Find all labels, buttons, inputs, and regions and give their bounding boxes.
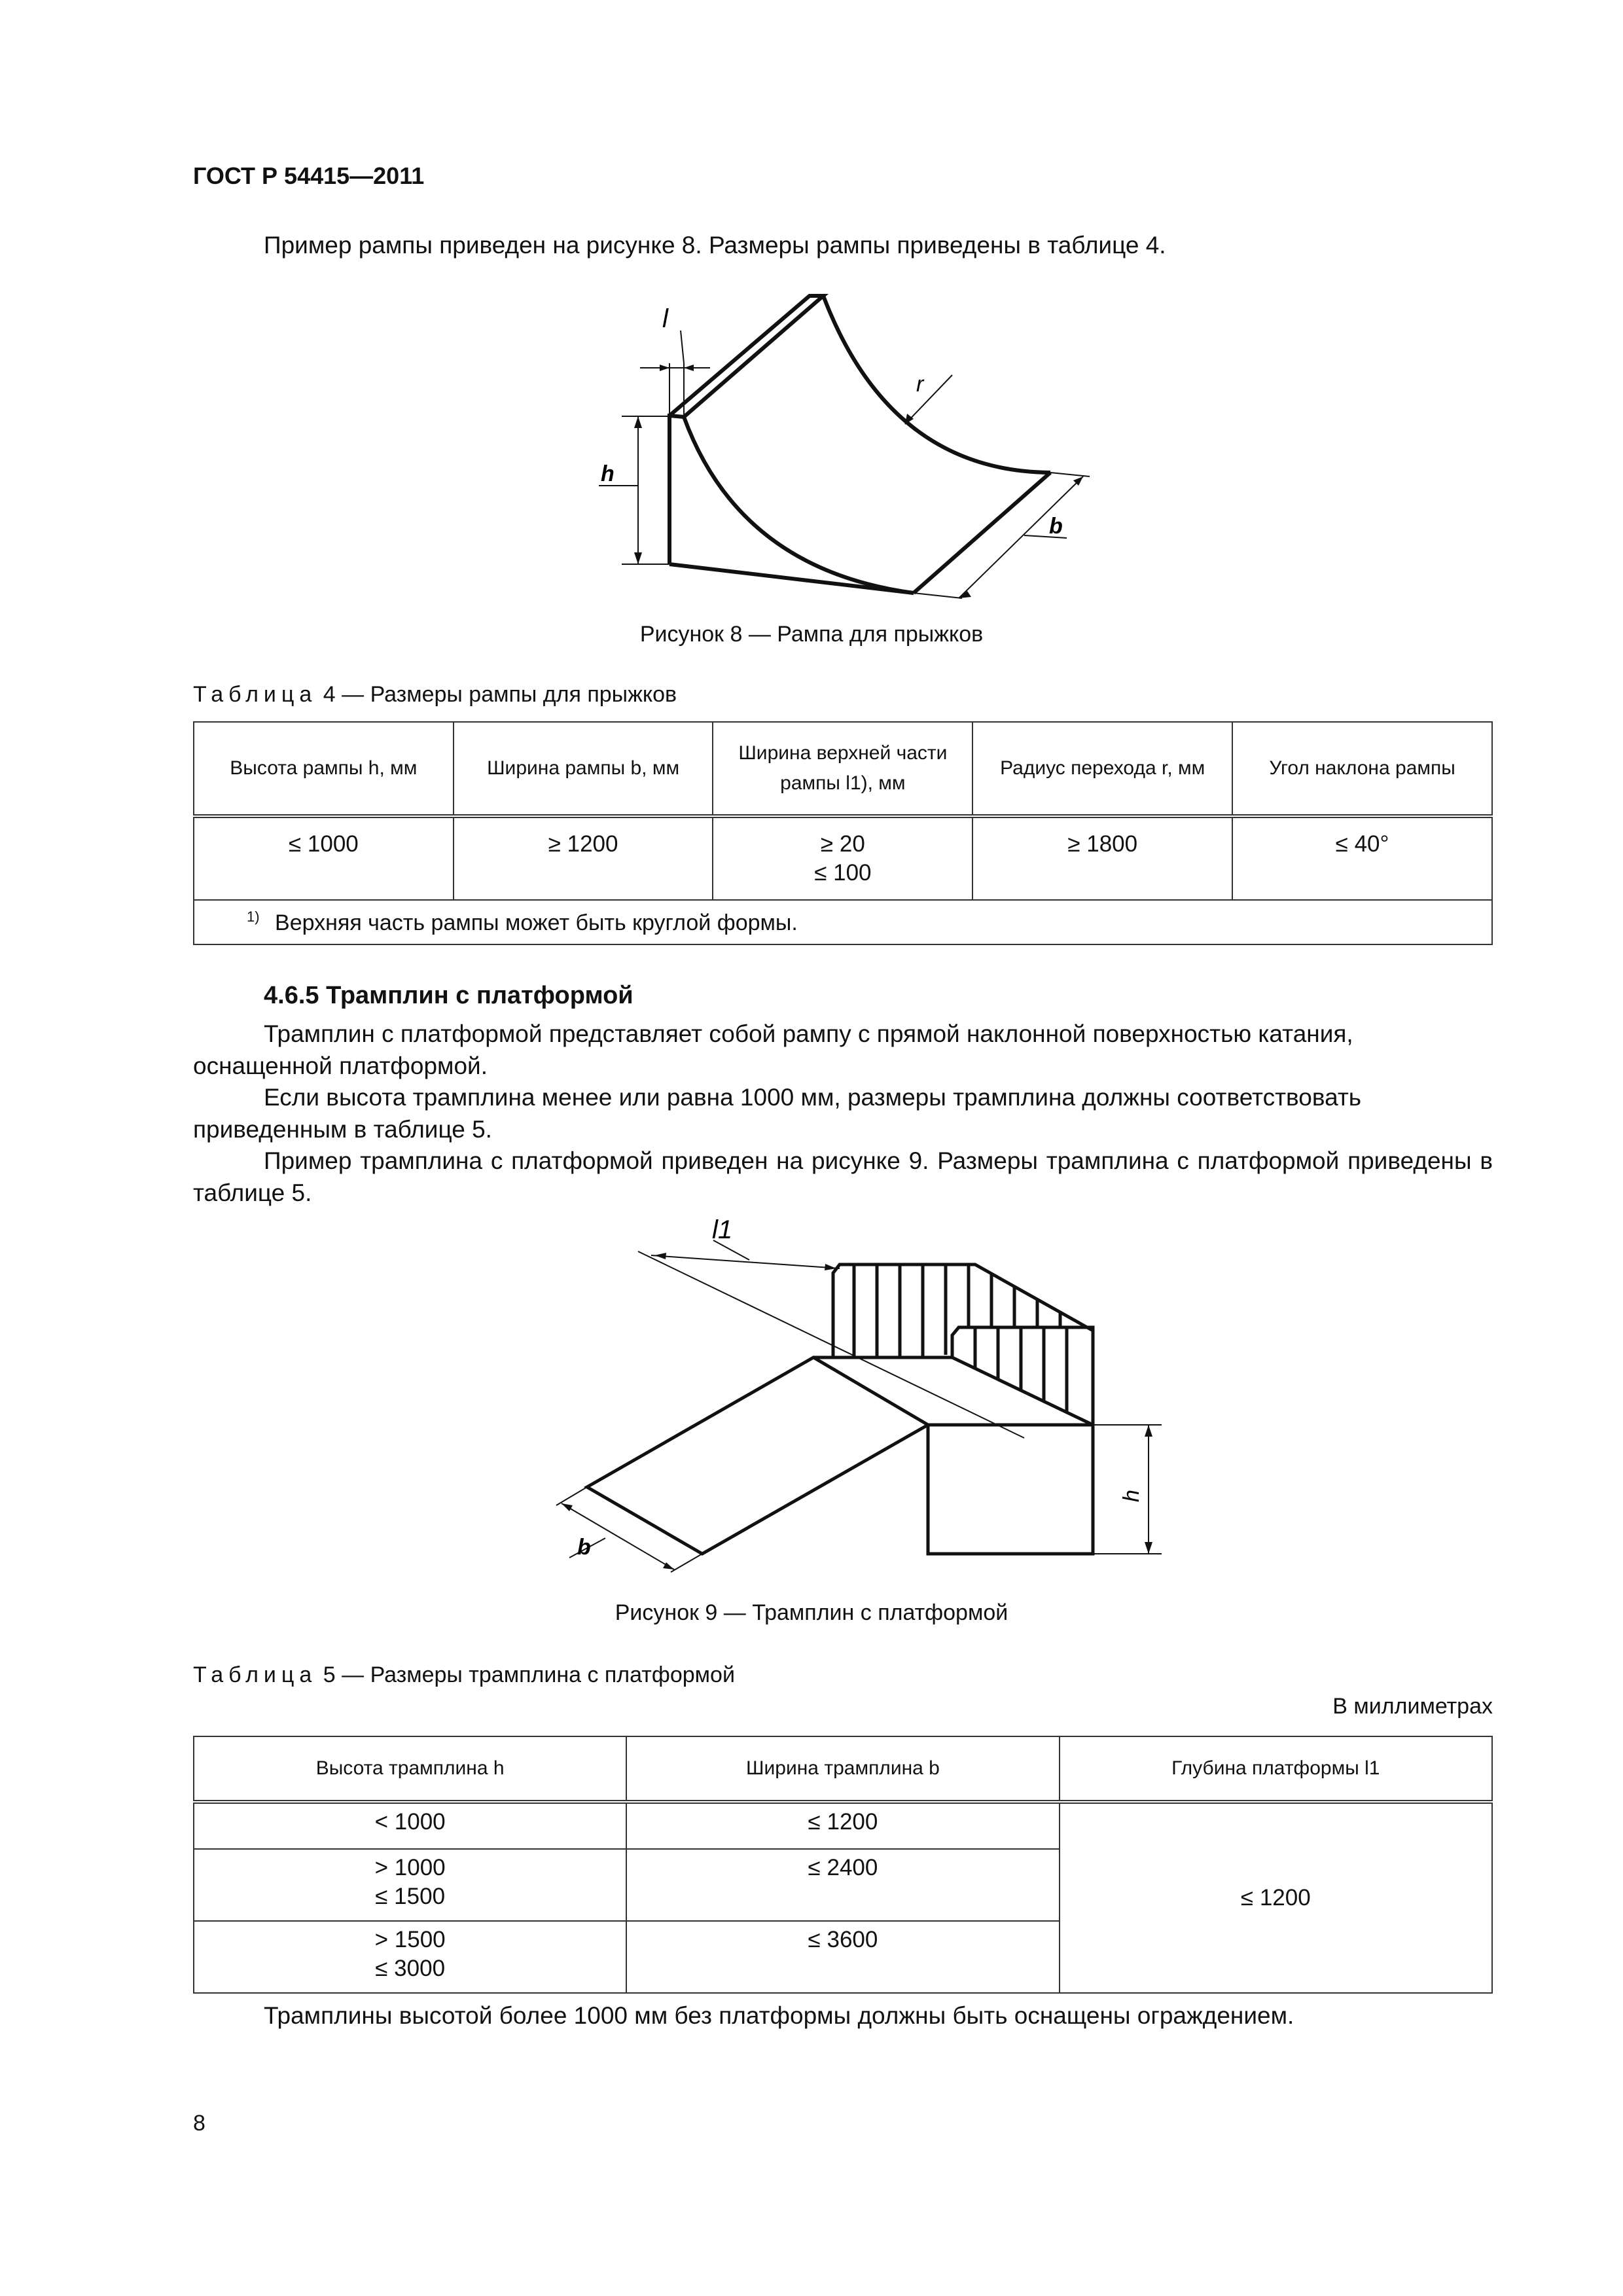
t5-row3-height-line2: ≤ 3000 [375,1956,446,1981]
fig9-label-h: h [1119,1490,1144,1502]
t4-footnote [194,900,1492,944]
fig8-label-r: r [916,372,924,397]
figure-8-caption: Рисунок 8 — Рампа для прыжков [639,622,984,647]
document-header: ГОСТ Р 54415—2011 [193,162,425,189]
table-5 [193,1736,1493,1994]
t5-row3-height [194,1921,626,1993]
fig9-label-l1 [712,1215,732,1244]
table-5-caption-title: 5 — Размеры трамплина с платформой [323,1662,735,1687]
t4-footnote-text: Верхняя часть рампы может быть круглой формы. [275,910,798,935]
t4-value-width: ≥ 1200 [454,816,713,900]
t4-header-top-line2: рампы l1), мм [780,772,906,794]
t5-row3-height-line1: > 1500 [374,1927,446,1952]
section-paragraph-2: Если высота трамплина менее или равна 1000 мм, размеры трамплина должны соответствовать приведенным в таблице 5. [193,1084,1362,1143]
t5-header-height: Высота трамплина h [194,1736,626,1802]
section-paragraph-1: Трамплин с платформой представляет собой рампу с прямой наклонной поверхностью катания, оснащенной платформой. [193,1020,1353,1079]
t4-header-top-line1: Ширина верхней части [738,742,948,764]
t4-value-top-min: ≥ 20 [820,831,865,857]
fig8-label-l: l [662,304,668,333]
table-4-caption [193,682,677,708]
figure-8-ramp-drawing [576,288,1113,615]
t5-row1-height: < 1000 [194,1802,626,1849]
t5-depth-value: ≤ 1200 [1060,1802,1492,1993]
table-4 [193,721,1493,945]
table-4-caption-title: 4 — Размеры рампы для прыжков [323,682,677,707]
section-paragraph-3: Пример трамплина с платформой приведен на рисунке 9. Размеры трамплина с платформой приведены в таблице 5. [193,1147,1493,1206]
table-row [194,1802,1492,1849]
table-4-caption-prefix: Таблица [193,682,317,707]
fig8-label-h: h [601,461,615,486]
t4-value-angle: ≤ 40° [1232,816,1492,900]
closing-text: Трамплины высотой более 1000 мм без платформы должны быть оснащены ограждением. [264,2002,1294,2029]
ramp-intro-text: Пример рампы приведен на рисунке 8. Размеры рампы приведены в таблице 4. [264,232,1166,259]
table-5-caption [193,1662,735,1688]
t4-header-radius: Радиус перехода r, мм [972,722,1232,816]
t5-row2-height [194,1849,626,1921]
fig9-label-b: b [577,1535,591,1560]
t5-row2-height-line1: > 1000 [374,1855,446,1880]
fig9-label-l1-text: l1 [712,1215,733,1244]
t4-header-width: Ширина рампы b, мм [454,722,713,816]
t4-value-top [713,816,972,900]
page-number: 8 [193,2111,205,2136]
table-5-caption-prefix: Таблица [193,1662,317,1687]
t5-header-depth: Глубина платформы l1 [1060,1736,1492,1802]
t4-header-top [713,722,972,816]
t4-value-radius: ≥ 1800 [972,816,1232,900]
figure-9-caption: Рисунок 9 — Трамплин с платформой [615,1600,1008,1625]
t5-header-width: Ширина трамплина b [626,1736,1059,1802]
t4-footnote-mark: 1) [247,908,260,925]
t4-header-angle: Угол наклона рампы [1232,722,1492,816]
section-title: 4.6.5 Трамплин с платформой [264,982,633,1009]
table-5-units: В миллиметрах [1332,1694,1493,1719]
t5-row2-width: ≤ 2400 [626,1849,1059,1921]
figure-9-ramp-platform-drawing [537,1204,1165,1597]
fig8-label-b: b [1049,514,1063,539]
t5-row2-height-line2: ≤ 1500 [375,1884,446,1909]
t4-value-top-max: ≤ 100 [814,860,872,886]
t4-value-height: ≤ 1000 [194,816,454,900]
t5-row3-width: ≤ 3600 [626,1921,1059,1993]
t4-header-height: Высота рампы h, мм [194,722,454,816]
t5-row1-width: ≤ 1200 [626,1802,1059,1849]
